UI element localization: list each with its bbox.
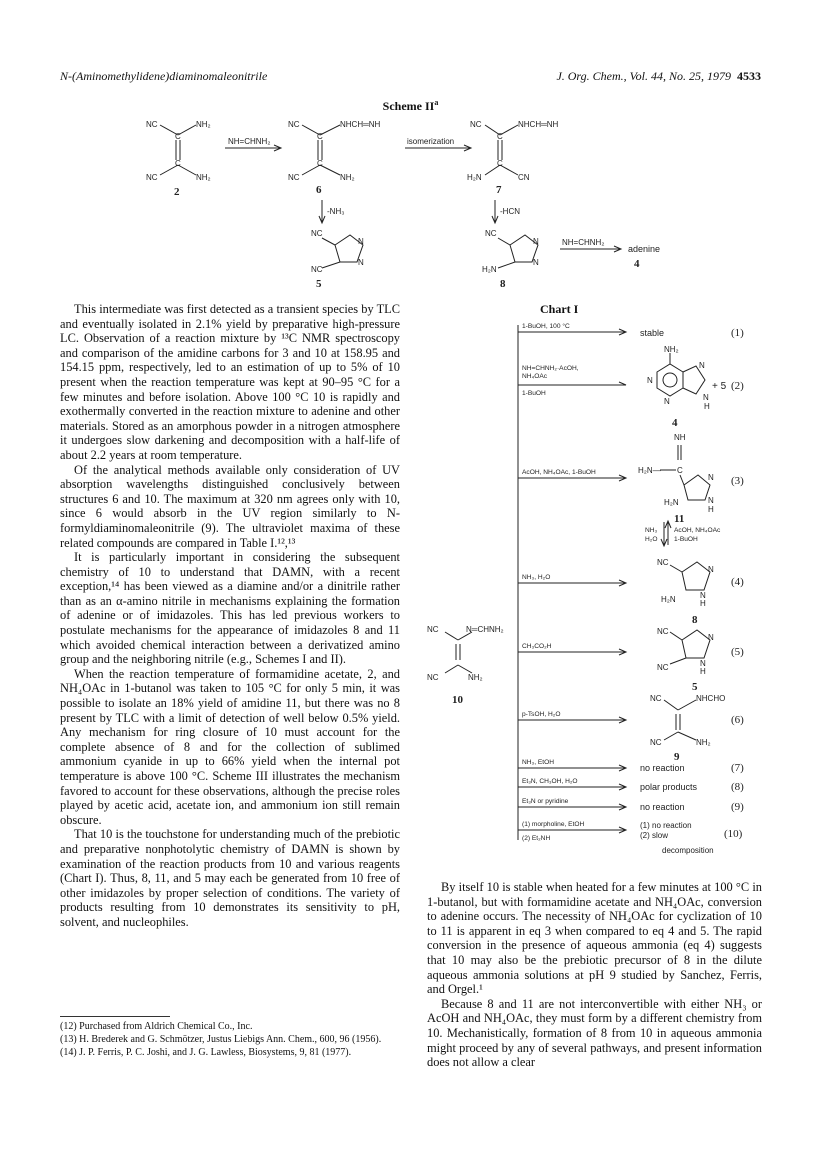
svg-text:NC: NC (657, 627, 669, 636)
svg-text:NHCHO: NHCHO (696, 694, 726, 703)
equation-number: (1) (731, 327, 744, 339)
svg-text:NC: NC (288, 173, 300, 182)
svg-text:NHCH═NH: NHCH═NH (518, 120, 559, 129)
footnote: (14) J. P. Ferris, P. C. Joshi, and J. G. Lawless, Biosystems, 9, 81 (1977). (60, 1047, 352, 1058)
equation-number: (9) (731, 801, 744, 813)
svg-text:NC: NC (146, 120, 158, 129)
svg-text:NC: NC (146, 173, 158, 182)
result: polar products (640, 782, 698, 792)
svg-text:NC: NC (650, 738, 662, 747)
svg-text:H₂N—: H₂N— (638, 466, 661, 475)
equation-number: (5) (731, 646, 744, 658)
svg-text:NH: NH (674, 433, 686, 442)
svg-text:N: N (700, 591, 706, 600)
svg-text:C: C (175, 159, 181, 168)
svg-text:C: C (175, 132, 181, 141)
svg-text:H: H (700, 599, 706, 608)
svg-text:NC: NC (650, 694, 662, 703)
svg-text:C: C (317, 159, 323, 168)
right-column-text (427, 880, 762, 1070)
svg-text:H₂N: H₂N (661, 595, 676, 604)
compound-label: 11 (674, 513, 685, 525)
svg-text:N: N (708, 565, 714, 574)
svg-text:NH₂: NH₂ (196, 173, 211, 182)
result: no reaction (640, 802, 685, 812)
compound-label: 5 (692, 681, 698, 693)
svg-text:NH₂: NH₂ (196, 120, 211, 129)
footnote: (12) Purchased from Aldrich Chemical Co., Inc. (60, 1021, 253, 1032)
result: no reaction (640, 763, 685, 773)
svg-text:NC: NC (427, 625, 439, 634)
equation-number: (10) (724, 828, 743, 840)
paragraph: This intermediate was first detected as a transient species by TLC and eventually isolated in 2.1% yield by preparative high-pressure LC. Observation of a reaction mixture by ¹³C NMR spectroscopy and comparison of the amidine carbons for 3 and 10 at 158.95 and 154.15 ppm, respectively, led to an estimation of up to 5% of 10 present when the reaction temperature was kept at 90–95 °C for a few minutes and before isolation. Above 100 °C 10 is rapidly and exothermally converted in the reaction mixture to adenine and other materials. Stored as an amorphous powder in a nitrogen atmosphere it undergoes slow darkening and decomposition with a half-life of about 2.2 years at room temperature. (60, 302, 400, 462)
journal-citation: J. Org. Chem., Vol. 44, No. 25, 1979 (556, 69, 731, 83)
svg-text:NC: NC (470, 120, 482, 129)
compound-label: 5 (316, 278, 322, 290)
condition: NH₃, H₂O (522, 574, 551, 581)
svg-text:C: C (497, 159, 503, 168)
svg-text:N: N (358, 237, 364, 246)
equation-number: (3) (731, 475, 744, 487)
result: + 5 (712, 381, 727, 392)
svg-text:NH₂: NH₂ (664, 345, 679, 354)
footnote: (13) H. Brederek and G. Schmötzer, Justus Liebigs Ann. Chem., 600, 96 (1956). (60, 1034, 382, 1045)
compound-label: 7 (496, 184, 502, 196)
paragraph: Because 8 and 11 are not interconvertible with either NH₃ or AcOH and NH₄OAc, they must form by a different chemistry from 10. Mechanistically, formation of 8 from 10 in aqueous ammonia might proceed by any of several pathways, and present information does not allow a clear (427, 996, 762, 1070)
equation-number: (4) (731, 576, 744, 588)
svg-text:NHCH═NH: NHCH═NH (340, 120, 381, 129)
paragraph: When the reaction temperature of formamidine acetate, 2, and NH₄OAc in 1-butanol was taken to 105 °C for only 5 min, it was possible to isolate an 18% yield of amidine 11, but there was no 8 present by TLC with a limit of detection of well below 0.5% yield. Any mechanism for ring closure of 10 must account for the complete absence of 8 and for the collection of sublimed ammonium cyanide in up to 66% yield when the internal pot temperature is above 100 °C. Scheme III illustrates the mechanism favored to account for these observations, although the precise roles played by acetic acid, acetate ion, and ammonium ion still remain obscure. (60, 666, 400, 827)
svg-text:N: N (647, 376, 653, 385)
svg-text:N: N (700, 659, 706, 668)
svg-text:NC: NC (485, 229, 497, 238)
condition: NH=CHNH₂·AcOH, (522, 365, 579, 372)
compound-label: 9 (674, 751, 680, 763)
svg-text:H: H (704, 402, 710, 411)
condition: 1-BuOH (522, 390, 546, 397)
equilibrium-label: NH₃ (645, 527, 658, 534)
svg-text:NC: NC (288, 120, 300, 129)
svg-text:H: H (700, 667, 706, 676)
compound-label: 2 (174, 186, 180, 198)
condition: NH₃, EtOH (522, 759, 554, 766)
equilibrium-label: H₂O (645, 536, 658, 543)
compound-10-label: 10 (452, 694, 463, 706)
svg-text:NC: NC (657, 558, 669, 567)
condition: p-TsOH, H₂O (522, 711, 561, 718)
paragraph: Of the analytical methods available only consideration of UV absorption wavelengths distinguished conclusively between structures 6 and 10. The maximum at 320 nm agrees only with 10, since 6 would absorb in the UV region similarly to N-formyldiaminomaleonitrile (9). The ultraviolet maxima of these related compounds are compared in Table I.¹²,¹³ (60, 462, 400, 550)
svg-text:N: N (533, 258, 539, 267)
paragraph: It is particularly important in considering the subsequent chemistry of 10 to understand that DAMN, with a recent exception,¹⁴ has been viewed as a diamine and/or a dinitrile rather than as an α-amino nitrile in mechanisms explaining the formation of adenine or of imidazoles. This has led previous workers to postulate mechanisms for the appearance of imidazoles 8 and 11 which avoided chemical interaction between a derivatized amino group and the neighboring nitrile (e.g., Schemes I and II). (60, 550, 400, 667)
running-header-title: N-(Aminomethylidene)diaminomaleonitrile (60, 69, 268, 83)
scheme-arrow3-label: NH=CHNH₂ (562, 238, 605, 247)
condition: AcOH, NH₄OAc, 1-BuOH (522, 469, 596, 476)
scheme-arrow2-label: isomerization (407, 137, 455, 146)
result: stable (640, 328, 665, 338)
paragraph: That 10 is the touchstone for understanding much of the prebiotic and preparative nonphotolytic chemistry of DAMN is shown by examination of the reaction products from 10 and various reagents (Chart I). Thus, 8, 11, and 5 may each be generated from 10 free of other imidazoles by proper selection of conditions. The variety of products resulting from 10 demonstrates its sensitivity to pH, solvent, and nucleophiles. (60, 827, 400, 929)
svg-text:NH₂: NH₂ (340, 173, 355, 182)
svg-text:H₂N: H₂N (482, 265, 497, 274)
condition: NH₄OAc (522, 373, 548, 380)
equation-number: (2) (731, 380, 744, 392)
compound-label: 4 (634, 258, 640, 270)
svg-text:NC: NC (311, 229, 323, 238)
svg-text:H₂N: H₂N (467, 173, 482, 182)
svg-text:CN: CN (518, 173, 530, 182)
svg-text:N: N (708, 633, 714, 642)
equilibrium-label: AcOH, NH₄OAc (674, 527, 721, 534)
scheme-arrow-down1-label: -NH₃ (327, 207, 345, 216)
condition: Et₃N, CH₃OH, H₂O (522, 778, 578, 785)
svg-text:NC: NC (427, 673, 439, 682)
scheme-product-adenine: adenine (628, 244, 661, 254)
equation-number: (7) (731, 762, 744, 774)
condition: CH₃CO₂H (522, 643, 552, 650)
svg-text:N: N (533, 237, 539, 246)
compound-label: 8 (500, 278, 506, 290)
svg-text:N: N (699, 361, 705, 370)
footnotes (60, 1016, 400, 1060)
svg-text:C: C (497, 132, 503, 141)
scheme-arrow-down2-label: -HCN (500, 207, 520, 216)
svg-text:NH₂: NH₂ (468, 673, 483, 682)
result: decomposition (662, 846, 714, 855)
svg-text:C: C (317, 132, 323, 141)
result: (1) no reaction (640, 821, 692, 830)
condition: (2) Et₂NH (522, 835, 551, 842)
svg-text:C: C (677, 466, 683, 475)
svg-text:H₂N: H₂N (664, 498, 679, 507)
svg-text:NH₂: NH₂ (696, 738, 711, 747)
scheme-title-text: Scheme II (382, 99, 435, 113)
scheme-arrow1-label: NH=CHNH₂ (228, 137, 271, 146)
paragraph: By itself 10 is stable when heated for a few minutes at 100 °C in 1-butanol, but with formamidine acetate and NH₄OAc, conversion to adenine occurs. The necessity of NH₄OAc for cyclization of 10 to 11 is apparent in eq 3 when compared to eq 4 and 5. The rapid conversion in the presence of aqueous ammonia (eq 4) suggests that 10 may also be the prebiotic precursor of 8 in the dilute aqueous ammonia solutions at pH 9 studied by Sanchez, Ferris, and Orgel.¹ (427, 880, 762, 997)
footnote-rule (60, 1016, 170, 1017)
compound-label: 4 (672, 417, 678, 429)
svg-text:NC: NC (657, 663, 669, 672)
scheme-title-footnote-mark: a (434, 98, 439, 107)
svg-text:N: N (708, 473, 714, 482)
equation-number: (8) (731, 781, 744, 793)
equation-number: (6) (731, 714, 744, 726)
result: (2) slow (640, 831, 669, 840)
compound-label: 8 (692, 614, 698, 626)
svg-text:N: N (703, 393, 709, 402)
svg-text:N═CHNH₂: N═CHNH₂ (466, 625, 504, 634)
condition: Et₃N or pyridine (522, 798, 569, 805)
svg-text:N: N (708, 496, 714, 505)
chart-title: Chart I (540, 302, 579, 316)
compound-label: 6 (316, 184, 322, 196)
svg-text:N: N (358, 258, 364, 267)
svg-text:N: N (664, 397, 670, 406)
svg-text:H: H (708, 505, 714, 514)
equilibrium-label: 1-BuOH (674, 536, 698, 543)
condition: (1) morpholine, EtOH (522, 821, 585, 828)
svg-text:NC: NC (311, 265, 323, 274)
condition: 1-BuOH, 100 °C (522, 323, 570, 330)
page-number: 4533 (737, 69, 761, 83)
